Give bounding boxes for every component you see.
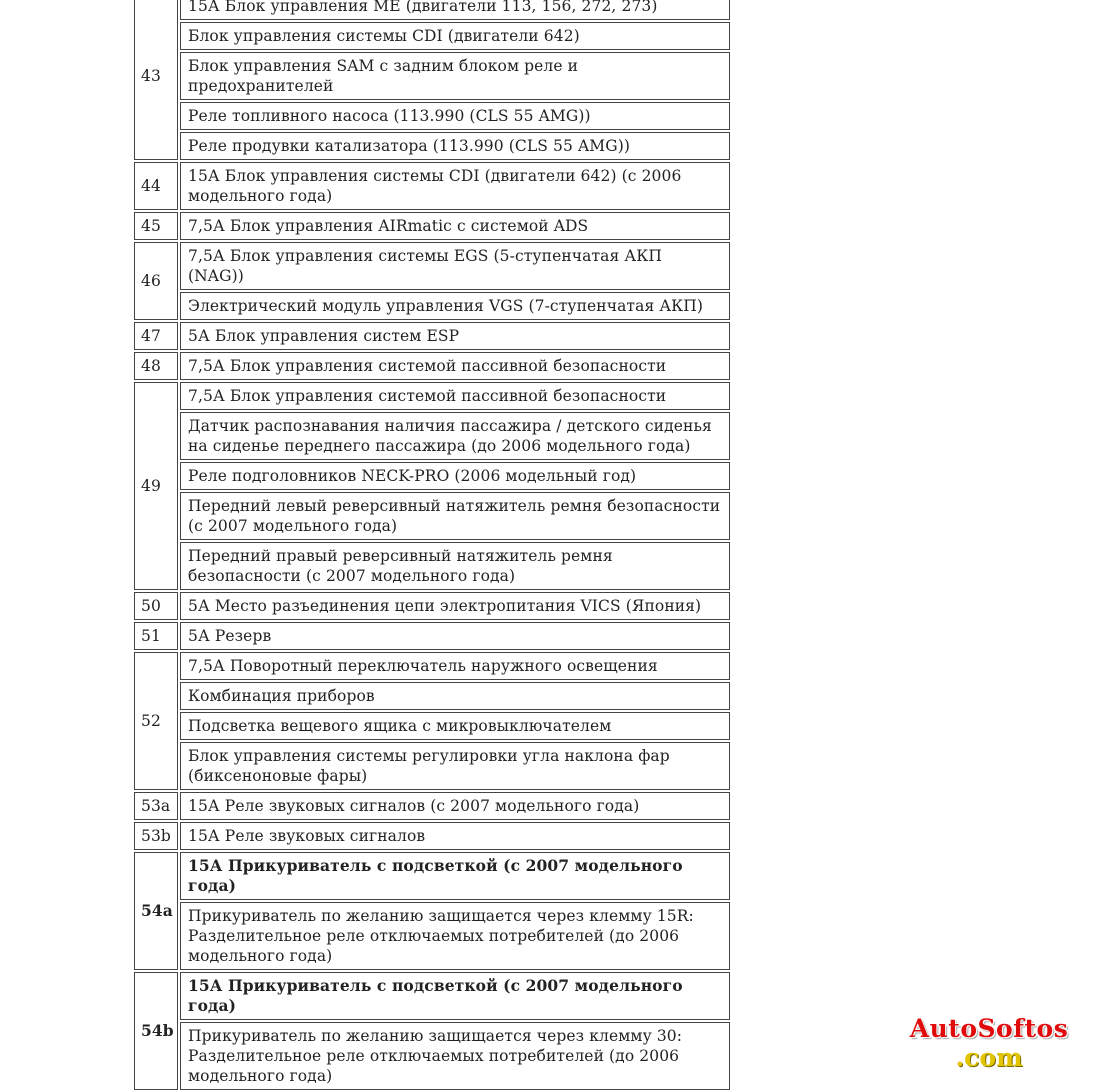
table-row <box>134 822 730 850</box>
table-row <box>134 652 730 680</box>
table-row <box>134 462 730 490</box>
table-row <box>134 162 730 210</box>
fuse-description: 7,5А Блок управления системы EGS (5-ступенчатая АКП (NAG)) <box>180 242 730 290</box>
fuse-number: 53a <box>134 792 178 820</box>
table-row <box>134 712 730 740</box>
fuse-number: 50 <box>134 592 178 620</box>
fuse-description: Подсветка вещевого ящика с микровыключателем <box>180 712 730 740</box>
table-row <box>134 212 730 240</box>
fuse-number: 53b <box>134 822 178 850</box>
fuse-table <box>132 0 732 1092</box>
fuse-description: 7,5А Блок управления системой пассивной безопасности <box>180 382 730 410</box>
fuse-description: Передний левый реверсивный натяжитель ремня безопасности (с 2007 модельного года) <box>180 492 730 540</box>
table-row <box>134 902 730 970</box>
fuse-number: 49 <box>134 382 178 590</box>
fuse-description: Блок управления системы CDI (двигатели 642) <box>180 22 730 50</box>
table-row <box>134 0 730 20</box>
fuse-description: 5А Резерв <box>180 622 730 650</box>
fuse-number: 54b <box>134 972 178 1090</box>
fuse-description: Передний правый реверсивный натяжитель ремня безопасности (с 2007 модельного года) <box>180 542 730 590</box>
table-row <box>134 382 730 410</box>
fuse-number: 54a <box>134 852 178 970</box>
fuse-description: Блок управления системы регулировки угла наклона фар (биксеноновые фары) <box>180 742 730 790</box>
fuse-number: 52 <box>134 652 178 790</box>
table-row <box>134 322 730 350</box>
table-row <box>134 542 730 590</box>
autosoftos-watermark <box>894 1014 1084 1073</box>
fuse-description: 7,5А Поворотный переключатель наружного освещения <box>180 652 730 680</box>
watermark-line1: AutoSoftos <box>909 1014 1069 1043</box>
watermark-line2: .com <box>955 1043 1023 1072</box>
fuse-description: 15А Блок управления ME (двигатели 113, 156, 272, 273) <box>180 0 730 20</box>
table-row <box>134 52 730 100</box>
table-row <box>134 22 730 50</box>
fuse-description: 7,5А Блок управления системой пассивной безопасности <box>180 352 730 380</box>
table-row <box>134 792 730 820</box>
table-row <box>134 852 730 900</box>
fuse-table-body <box>134 0 730 1090</box>
fuse-number: 45 <box>134 212 178 240</box>
table-row <box>134 352 730 380</box>
fuse-number: 46 <box>134 242 178 320</box>
fuse-description: Электрический модуль управления VGS (7-ступенчатая АКП) <box>180 292 730 320</box>
fuse-description: 15А Реле звуковых сигналов <box>180 822 730 850</box>
table-row <box>134 622 730 650</box>
table-row <box>134 972 730 1020</box>
fuse-description: 5А Блок управления систем ESP <box>180 322 730 350</box>
fuse-number: 44 <box>134 162 178 210</box>
fuse-description: 7,5А Блок управления AIRmatic с системой ADS <box>180 212 730 240</box>
fuse-description: Блок управления SAM с задним блоком реле и предохранителей <box>180 52 730 100</box>
table-row <box>134 492 730 540</box>
table-row <box>134 292 730 320</box>
fuse-description: Реле топливного насоса (113.990 (CLS 55 AMG)) <box>180 102 730 130</box>
fuse-number: 47 <box>134 322 178 350</box>
table-row <box>134 682 730 710</box>
table-row <box>134 412 730 460</box>
fuse-description: Датчик распознавания наличия пассажира / детского сиденья на сиденье переднего пассажира (до 2006 модельного года) <box>180 412 730 460</box>
table-row <box>134 132 730 160</box>
fuse-description: Прикуриватель по желанию защищается через клемму 30: Разделительное реле отключаемых потребителей (до 2006 модельного года) <box>180 1022 730 1090</box>
table-row <box>134 742 730 790</box>
table-row <box>134 102 730 130</box>
fuse-description: Реле подголовников NECK-PRO (2006 модельный год) <box>180 462 730 490</box>
table-row <box>134 592 730 620</box>
fuse-number: 51 <box>134 622 178 650</box>
fuse-description: 15А Прикуриватель с подсветкой (с 2007 модельного года) <box>180 972 730 1020</box>
fuse-description: Комбинация приборов <box>180 682 730 710</box>
fuse-description: 15А Блок управления системы CDI (двигатели 642) (с 2006 модельного года) <box>180 162 730 210</box>
fuse-number: 48 <box>134 352 178 380</box>
fuse-description: 15А Реле звуковых сигналов (с 2007 модельного года) <box>180 792 730 820</box>
table-row <box>134 242 730 290</box>
fuse-description: Реле продувки катализатора (113.990 (CLS 55 AMG)) <box>180 132 730 160</box>
fuse-description: 5А Место разъединения цепи электропитания VICS (Япония) <box>180 592 730 620</box>
fuse-number: 43 <box>134 0 178 160</box>
fuse-description: Прикуриватель по желанию защищается через клемму 15R: Разделительное реле отключаемых потребителей (до 2006 модельного года) <box>180 902 730 970</box>
fuse-description: 15А Прикуриватель с подсветкой (с 2007 модельного года) <box>180 852 730 900</box>
